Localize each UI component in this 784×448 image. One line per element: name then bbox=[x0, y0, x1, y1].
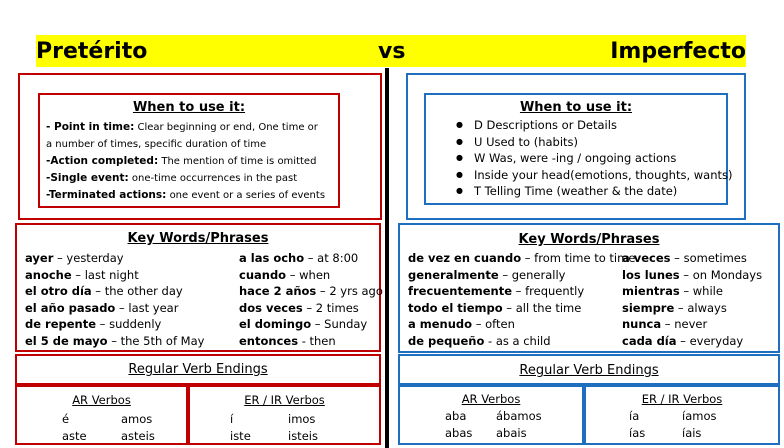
imperfecto-er-box bbox=[584, 385, 780, 445]
preterito-when-item: -Terminated actions: one event or a series of events bbox=[46, 189, 326, 201]
keyword-row: el otro día – the other day bbox=[25, 284, 183, 298]
imperfecto-ar-box bbox=[398, 385, 584, 445]
imperfecto-when-box bbox=[424, 93, 733, 205]
keyword-row: el domingo – Sunday bbox=[239, 317, 368, 331]
preterito-ar-heading: AR Verbos bbox=[72, 393, 131, 407]
preterito-when-item: - Point in time: Clear beginning or end, One time or bbox=[46, 121, 318, 133]
imperfecto-when-item: ● T Telling Time (weather & the date) bbox=[456, 183, 720, 200]
title-preterito: Pretérito bbox=[36, 39, 148, 64]
title-bar bbox=[36, 35, 746, 67]
preterito-endings-header-box bbox=[15, 354, 381, 385]
keyword-row: mientras – while bbox=[622, 284, 723, 298]
imperfecto-when-item: ● U Used to (habits) bbox=[456, 134, 720, 151]
keyword-row: dos veces – 2 times bbox=[239, 300, 359, 315]
preterito-when-item: a number of times, specific duration of time bbox=[46, 139, 267, 150]
keyword-row: frecuentemente – frequently bbox=[408, 284, 585, 298]
keyword-row: entonces - then bbox=[239, 333, 336, 348]
preterito-when-item: -Action completed: The mention of time is omitted bbox=[46, 155, 317, 167]
keyword-row: a veces – sometimes bbox=[622, 251, 747, 265]
title-imperfecto: Imperfecto bbox=[610, 39, 746, 64]
keyword-row: de repente – suddenly bbox=[25, 317, 162, 331]
preterito-er-box bbox=[188, 385, 381, 445]
imperfecto-keywords-right bbox=[622, 250, 762, 349]
keyword-row: a menudo – often bbox=[408, 317, 515, 331]
imperfecto-ar-col2: ábamos abais bbox=[496, 409, 542, 440]
imperfecto-keywords-left bbox=[408, 250, 635, 349]
preterito-keywords-heading: Key Words/Phrases bbox=[127, 231, 269, 246]
preterito-keywords-box bbox=[15, 223, 381, 352]
preterito-ar-col2: amos asteis bbox=[121, 412, 155, 443]
keyword-row: cuando – when bbox=[239, 267, 331, 282]
preterito-endings-heading: Regular Verb Endings bbox=[128, 362, 268, 377]
keyword-row: cada día – everyday bbox=[622, 333, 744, 348]
imperfecto-when-item: ● D Descriptions or Details bbox=[456, 117, 720, 134]
imperfecto-when-item: ● W Was, were -ing / ongoing actions bbox=[456, 150, 720, 167]
imperfecto-keywords-box bbox=[398, 223, 780, 353]
keyword-row: de vez en cuando – from time to time bbox=[408, 251, 636, 265]
imperfecto-ar-heading: AR Verbos bbox=[461, 392, 521, 406]
preterito-er-heading: ER / IR Verbos bbox=[244, 393, 325, 407]
imperfecto-er-col2: íamos íais bbox=[682, 409, 717, 440]
preterito-ar-col1: é aste bbox=[62, 412, 87, 443]
preterito-er-col1: í iste bbox=[230, 412, 251, 443]
imperfecto-er-heading: ER / IR Verbos bbox=[641, 392, 723, 406]
imperfecto-when-heading: When to use it: bbox=[519, 100, 633, 115]
keyword-row: el año pasado – last year bbox=[25, 300, 179, 315]
keyword-row: hace 2 años – 2 yrs ago bbox=[239, 284, 383, 298]
keyword-row: siempre – always bbox=[622, 300, 727, 315]
center-divider bbox=[385, 68, 389, 448]
imperfecto-when-item: ● Inside your head(emotions, thoughts, wants) bbox=[456, 167, 720, 184]
keyword-row: los lunes – on Mondays bbox=[622, 267, 763, 282]
imperfecto-keywords-heading: Key Words/Phrases bbox=[518, 232, 660, 247]
keyword-row: todo el tiempo – all the time bbox=[408, 300, 582, 315]
keyword-row: ayer – yesterday bbox=[25, 251, 124, 265]
imperfecto-er-col1: ía ías bbox=[629, 409, 646, 440]
keyword-row: de pequeño - as a child bbox=[408, 333, 551, 348]
preterito-keywords-left bbox=[25, 250, 204, 349]
keyword-row: anoche – last night bbox=[25, 267, 139, 282]
preterito-when-item: -Single event: one-time occurrences in the past bbox=[46, 172, 298, 184]
keyword-row: nunca – never bbox=[622, 317, 708, 331]
imperfecto-ar-col1: aba abas bbox=[445, 409, 473, 440]
imperfecto-endings-heading: Regular Verb Endings bbox=[519, 363, 659, 378]
keyword-row: a las ocho – at 8:00 bbox=[239, 251, 359, 265]
imperfecto-when-list bbox=[456, 117, 733, 200]
preterito-keywords-right bbox=[239, 250, 383, 349]
preterito-when-heading: When to use it: bbox=[132, 100, 246, 115]
title-vs: vs bbox=[378, 39, 406, 64]
preterito-when-box bbox=[38, 93, 340, 208]
preterito-er-col2: imos isteis bbox=[288, 412, 318, 443]
keyword-row: generalmente – generally bbox=[408, 267, 566, 282]
preterito-ar-box bbox=[15, 385, 188, 445]
keyword-row: el 5 de mayo – the 5th of May bbox=[25, 333, 205, 348]
imperfecto-endings-header-box bbox=[398, 354, 780, 385]
